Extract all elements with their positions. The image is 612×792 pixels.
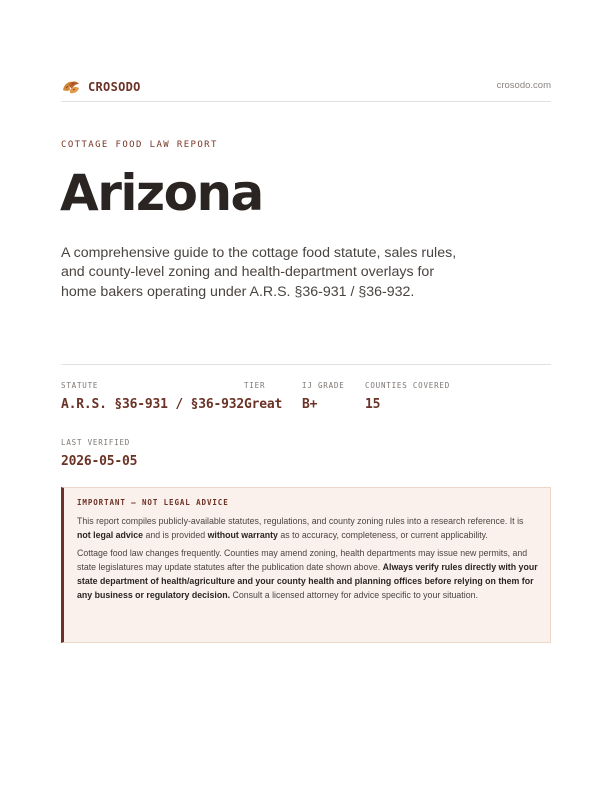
page-title: Arizona xyxy=(60,164,263,222)
divider xyxy=(61,364,551,365)
legal-notice-title: IMPORTANT — NOT LEGAL ADVICE xyxy=(77,498,229,507)
legal-notice-paragraph-1: This report compiles publicly-available statutes, regulations, and county zoning rules into a research reference. It is not legal advice and is provided without warranty as to accuracy, completeness, or current applicability. xyxy=(77,516,524,540)
legal-notice xyxy=(61,487,551,643)
stat-statute xyxy=(61,381,244,412)
legal-notice-paragraph-2: Cottage food law changes frequently. Counties may amend zoning, health departments may issue new permits, and state legislatures may update statutes after the publication date shown above. Always verify rules directly with your state department of health/agriculture and your county health and planning offices before relying on them for any business or regulatory decision. Consult a licensed attorney for advice specific to your situation. xyxy=(77,548,538,600)
stat-counties xyxy=(365,381,450,412)
stat-counties-value: 15 xyxy=(365,397,381,412)
stat-counties-label: COUNTIES COVERED xyxy=(365,381,451,390)
report-eyebrow: COTTAGE FOOD LAW REPORT xyxy=(61,140,218,150)
stat-last-verified xyxy=(61,438,137,469)
stat-ij-grade xyxy=(302,381,345,412)
stat-ij-grade-value: B+ xyxy=(302,397,318,412)
stat-tier xyxy=(244,381,282,412)
stat-last-verified-value: 2026-05-05 xyxy=(61,454,138,469)
brand-name: CROSODO xyxy=(88,80,141,94)
stat-tier-label: TIER xyxy=(244,381,266,390)
croissant-icon xyxy=(61,77,81,97)
stat-statute-value: A.R.S. §36-931 / §36-932 xyxy=(61,397,245,412)
stat-ij-grade-label: IJ GRADE xyxy=(302,381,345,390)
stat-tier-value: Great xyxy=(244,397,283,412)
report-intro: A comprehensive guide to the cottage food statute, sales rules, and county-level zoning and health-department overlays for home bakers operating under A.R.S. §36-931 / §36-932. xyxy=(61,245,457,300)
brand[interactable] xyxy=(61,77,141,97)
site-url[interactable]: crosodo.com xyxy=(496,80,551,91)
stat-last-verified-label: LAST VERIFIED xyxy=(61,438,131,447)
page-header xyxy=(61,75,551,102)
stat-statute-label: STATUTE xyxy=(61,381,99,390)
